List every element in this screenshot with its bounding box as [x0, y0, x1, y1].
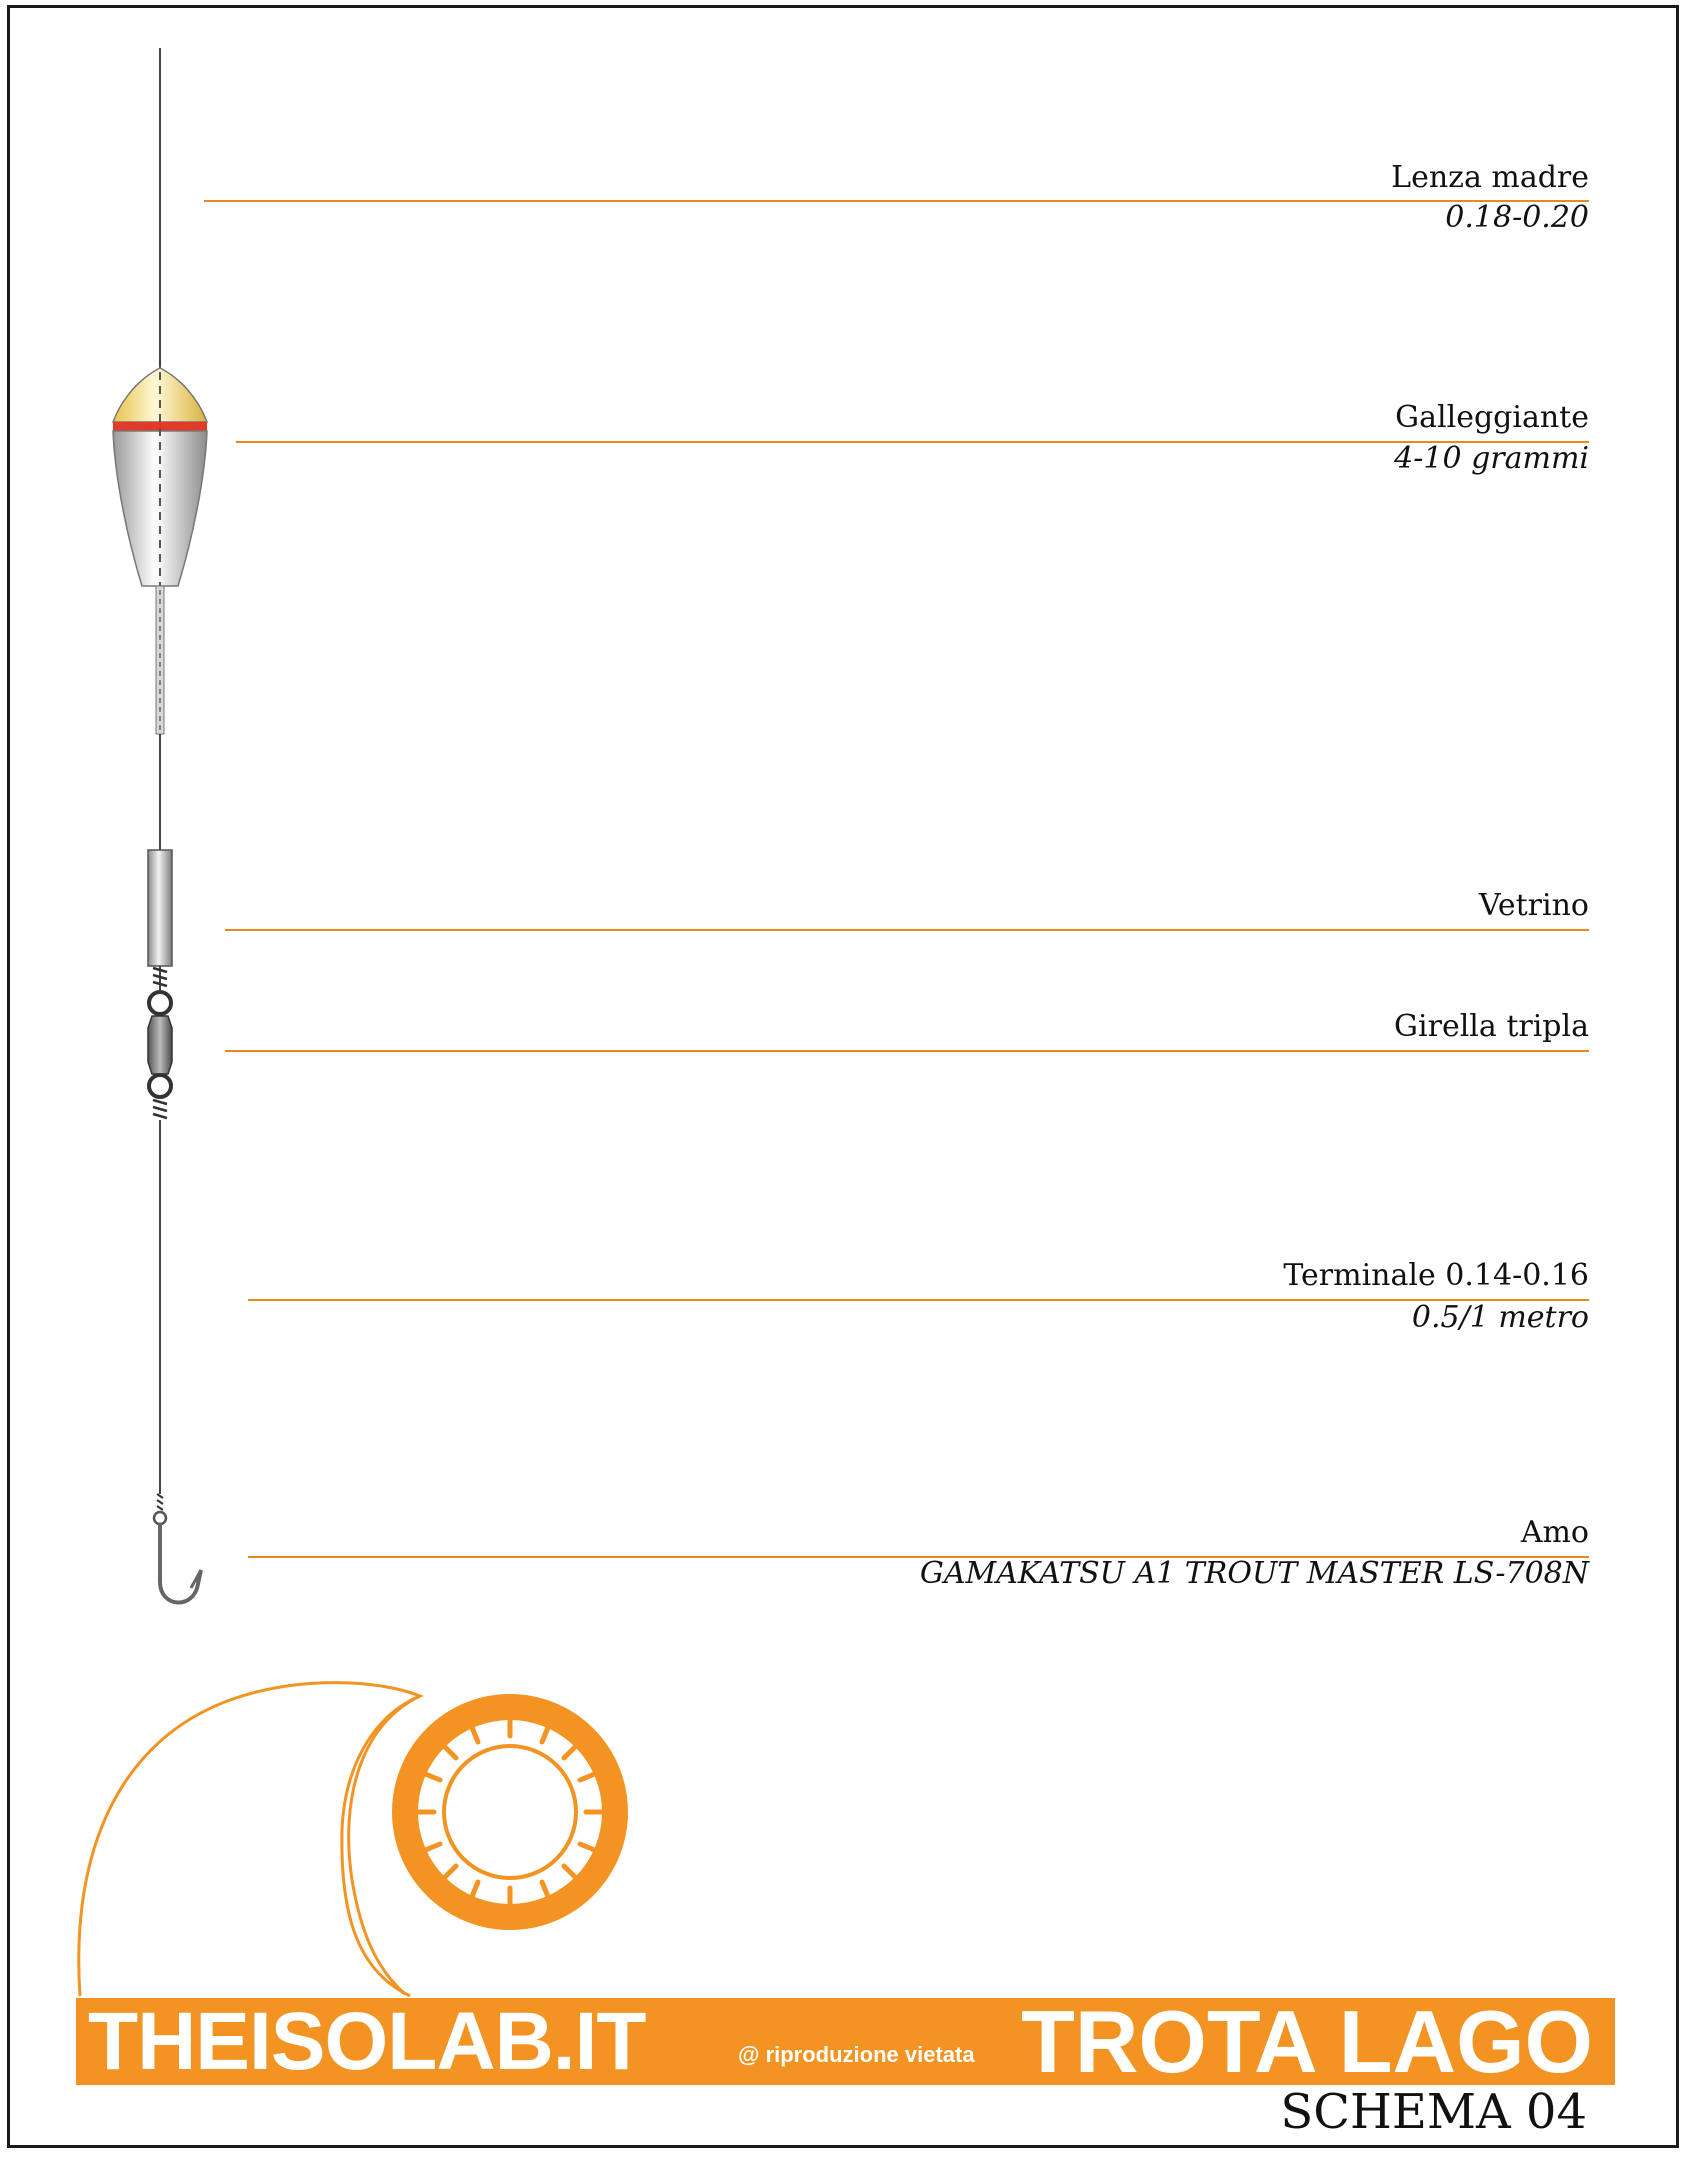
copyright-notice: @ riproduzione vietata — [738, 2042, 975, 2067]
scheme-number: SCHEMA 04 — [1280, 2084, 1587, 2140]
hook-label — [1521, 1513, 1589, 1553]
leader-line-name: Terminale 0.14-0.16 — [1283, 1258, 1589, 1293]
main-line-spec: 0.18-0.20 — [1445, 200, 1589, 235]
leader-line-leader — [248, 1299, 1589, 1301]
float-label — [1395, 398, 1589, 438]
leader-line-spec-label — [1412, 1298, 1589, 1338]
main-line-name: Lenza madre — [1391, 160, 1589, 195]
float-icon — [113, 368, 207, 734]
glass-bead-leader — [225, 929, 1589, 931]
hook-spec: GAMAKATSU A1 TROUT MASTER LS-708N — [919, 1556, 1589, 1591]
triple-swivel-label — [1394, 1007, 1589, 1047]
float-spec: 4-10 grammi — [1394, 441, 1589, 476]
leader-line-label — [1283, 1256, 1589, 1296]
main-line-spec-label — [1445, 198, 1589, 238]
glass-bead-name: Vetrino — [1478, 888, 1589, 923]
rig-title: TROTA LAGO — [1021, 1992, 1593, 2091]
theisolab-logo — [79, 1683, 622, 1996]
site-name: THEISOLAB.IT — [88, 1996, 646, 2087]
float-name: Galleggiante — [1395, 400, 1589, 435]
float-spec-label — [1394, 439, 1589, 479]
triple-swivel-leader — [225, 1050, 1589, 1052]
hook-spec-label — [920, 1554, 1589, 1594]
triple-swivel-name: Girella tripla — [1394, 1009, 1589, 1044]
main-line-leader — [204, 200, 1589, 202]
leader-line-spec: 0.5/1 metro — [1411, 1300, 1589, 1335]
float-leader — [236, 441, 1589, 443]
hook-icon — [154, 1494, 201, 1603]
footer-bar — [76, 1992, 1615, 2091]
glass-bead-icon — [148, 850, 172, 966]
glass-bead-label — [1479, 886, 1589, 926]
triple-swivel-icon — [148, 966, 172, 1118]
main-line-label — [1391, 158, 1589, 198]
hook-name: Amo — [1520, 1515, 1589, 1550]
